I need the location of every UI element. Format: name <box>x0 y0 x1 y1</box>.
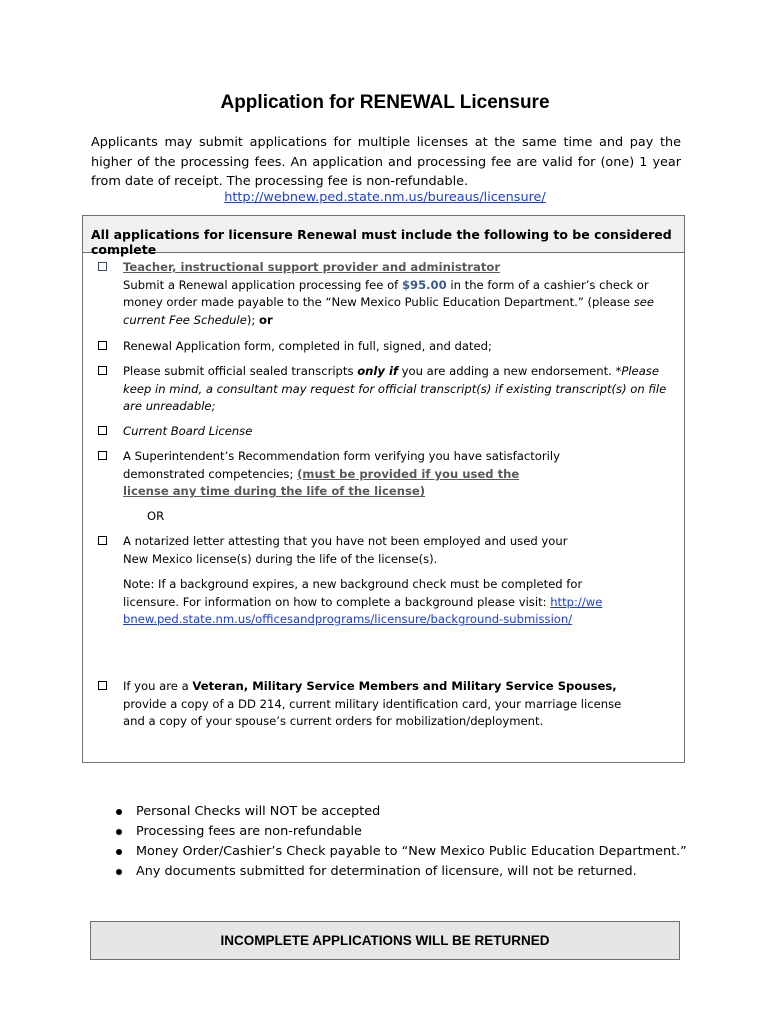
policy-bullets <box>112 802 687 882</box>
background-submission-link[interactable]: http://webnew.ped.state.nm.us/officesandprograms/licensure/background-submission/ <box>123 594 603 627</box>
bullet-item: Personal Checks will NOT be accepted <box>112 802 687 822</box>
background-note <box>123 576 603 629</box>
military-text-b: provide a copy of a DD 214, current military identification card, your marriage license and a copy of your spouse’s current orders for mobilization/deployment. <box>123 696 622 729</box>
checkbox-icon[interactable] <box>98 426 107 435</box>
bullet-icon <box>116 869 122 875</box>
transcripts-note: *Please keep in mind, a consultant may request for official transcript(s) if existing transcript(s) on file are unreadable; <box>123 364 667 414</box>
bullet-icon <box>116 809 122 815</box>
superintendent-text: A Superintendent’s Recommendation form verifying you have satisfactorily demonstrated competencies; <box>123 449 560 481</box>
current-license-text: Current Board License <box>123 424 253 438</box>
bullet-icon <box>116 829 122 835</box>
bullet-icon <box>116 849 122 855</box>
requirements-header: All applications for licensure Renewal must include the following to be considered complete <box>83 216 684 253</box>
transcripts-text-a: Please submit official sealed transcripts <box>123 364 358 378</box>
checkbox-icon[interactable] <box>98 366 107 375</box>
bullet-item: Money Order/Cashier’s Check payable to “New Mexico Public Education Department.” <box>112 842 687 862</box>
checkbox-icon[interactable] <box>98 536 107 545</box>
bullet-item: Any documents submitted for determination of licensure, will not be returned. <box>112 862 687 882</box>
or-separator: OR <box>147 509 165 523</box>
checkbox-icon[interactable] <box>98 451 107 460</box>
military-bold: Veteran, Military Service Members and Military Service Spouses, <box>192 679 617 693</box>
incomplete-warning: INCOMPLETE APPLICATIONS WILL BE RETURNED <box>90 921 680 960</box>
bullet-item: Processing fees are non-refundable <box>112 822 687 842</box>
requirement-superintendent-recommendation <box>98 448 678 501</box>
requirement-current-license <box>98 423 678 441</box>
checkbox-icon[interactable] <box>98 341 107 350</box>
fee-amount: $95.00 <box>401 277 447 292</box>
fee-text-b: in the form of a cashier’s check or money order made payable to the “New Mexico Public Education Department.” (please <box>123 277 649 310</box>
transcripts-text-b: you are adding a new endorsement. <box>398 364 616 378</box>
transcripts-only-if: only if <box>357 364 398 378</box>
fee-text-a: Submit a Renewal application processing fee of <box>123 277 402 292</box>
application-form-text: Renewal Application form, completed in full, signed, and dated; <box>123 339 492 353</box>
fee-schedule-ref: see current Fee Schedule <box>123 295 655 327</box>
fee-or: or <box>259 312 273 327</box>
requirement-application-form <box>98 338 678 356</box>
notarized-letter-text: A notarized letter attesting that you have not been employed and used your New Mexico license(s) during the life of the license(s). <box>123 534 568 566</box>
military-text-a: If you are a <box>123 679 193 693</box>
requirement-transcripts <box>98 363 678 416</box>
page-title: Application for RENEWAL Licensure <box>220 92 550 113</box>
requirement-fee <box>98 259 678 329</box>
superintendent-note: (must be provided if you used the license any time during the life of the license) <box>123 466 520 499</box>
intro-link-wrap <box>0 190 770 205</box>
background-note-text: Note: If a background expires, a new background check must be completed for licensure. For information on how to complete a background please visit: <box>123 577 583 609</box>
requirement-military <box>98 678 678 731</box>
fee-text-c: ); <box>246 312 259 327</box>
checkbox-icon[interactable] <box>98 681 107 690</box>
intro-paragraph: Applicants may submit applications for multiple licenses at the same time and pay the higher of the processing fees. An application and processing fee are valid for (one) 1 year from date of receipt. The processing fee is non-refundable. <box>91 135 681 189</box>
checkbox-icon[interactable] <box>98 262 107 271</box>
requirement-fee-heading: Teacher, instructional support provider and administrator <box>123 260 501 274</box>
licensure-bureau-link[interactable]: http://webnew.ped.state.nm.us/bureaus/licensure/ <box>224 190 546 205</box>
requirement-notarized-letter <box>98 533 678 568</box>
